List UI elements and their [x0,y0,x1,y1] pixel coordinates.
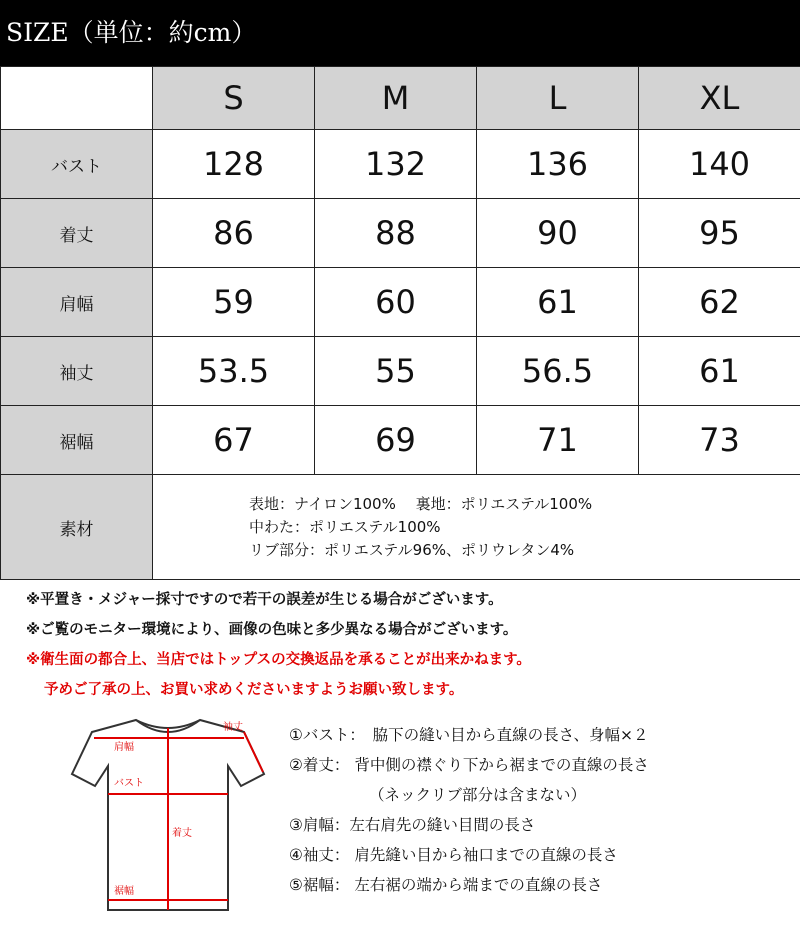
table-row [1,199,800,268]
diagram-label-length: 着丈 [172,828,192,839]
note-no-returns: ※衛生面の都合上、当店ではトップスの交換返品を承ることが出来かねます。 [26,652,531,668]
legend-sleeve: ④袖丈： 肩先縫い目から袖口までの直線の長さ [289,846,618,864]
table-cell: 73 [639,406,800,475]
size-header-s: S [153,67,315,130]
legend-hem: ⑤裾幅： 左右裾の端から端までの直線の長さ [289,876,603,894]
note-acknowledge: 予めご了承の上、お買い求めくださいますようお願い致します。 [44,682,464,698]
table-cell: 67 [153,406,315,475]
size-header-l: L [477,67,639,130]
row-label-material: 素材 [1,475,153,580]
note-monitor: ※ご覧のモニター環境により、画像の色味と多少異なる場合がございます。 [26,622,518,638]
table-cell: 69 [315,406,477,475]
row-label-hem: 裾幅 [1,406,153,475]
table-cell: 71 [477,406,639,475]
corner-cell [1,67,153,130]
diagram-label-hem: 裾幅 [114,886,134,897]
material-cell [153,475,800,580]
table-cell: 128 [153,130,315,199]
table-row [1,406,800,475]
table-cell: 61 [639,337,800,406]
material-line: リブ部分：ポリエステル96%、ポリウレタン4% [249,540,575,559]
size-header-xl: XL [639,67,800,130]
row-label-bust: バスト [1,130,153,199]
material-line: 表地：ナイロン100% 裏地：ポリエステル100% [249,494,593,513]
table-cell: 86 [153,199,315,268]
table-cell: 55 [315,337,477,406]
legend-length-note: （ネックリブ部分は含まない） [369,786,587,804]
table-cell: 59 [153,268,315,337]
table-cell: 88 [315,199,477,268]
garment-diagram [58,714,278,914]
legend-length: ②着丈： 背中側の襟ぐり下から裾までの直線の長さ [289,756,649,774]
legend-shoulder: ③肩幅：左右肩先の縫い目間の長さ [289,816,536,834]
material-line: 中わた：ポリエステル100% [249,517,441,536]
row-label-length: 着丈 [1,199,153,268]
measurement-legend [289,720,789,900]
table-cell: 61 [477,268,639,337]
row-label-shoulder: 肩幅 [1,268,153,337]
size-header-m: M [315,67,477,130]
diagram-label-sleeve: 袖丈 [223,722,243,733]
table-cell: 53.5 [153,337,315,406]
notes-block [26,585,786,705]
row-label-sleeve: 袖丈 [1,337,153,406]
table-cell: 132 [315,130,477,199]
table-cell: 60 [315,268,477,337]
diagram-label-bust: バスト [114,778,144,789]
table-row [1,130,800,199]
note-measurement: ※平置き・メジャー採寸ですので若干の誤差が生じる場合がございます。 [26,592,503,608]
table-cell: 140 [639,130,800,199]
table-cell: 56.5 [477,337,639,406]
size-header-row [1,67,800,130]
table-row [1,337,800,406]
table-cell: 136 [477,130,639,199]
diagram-label-shoulder: 肩幅 [114,742,134,753]
legend-bust: ①バスト： 脇下の縫い目から直線の長さ、身幅×２ [289,726,649,744]
size-table [0,66,800,580]
table-cell: 95 [639,199,800,268]
table-cell: 90 [477,199,639,268]
material-row [1,475,800,580]
table-row [1,268,800,337]
table-cell: 62 [639,268,800,337]
page-title: SIZE（単位：約cm） [0,0,800,66]
